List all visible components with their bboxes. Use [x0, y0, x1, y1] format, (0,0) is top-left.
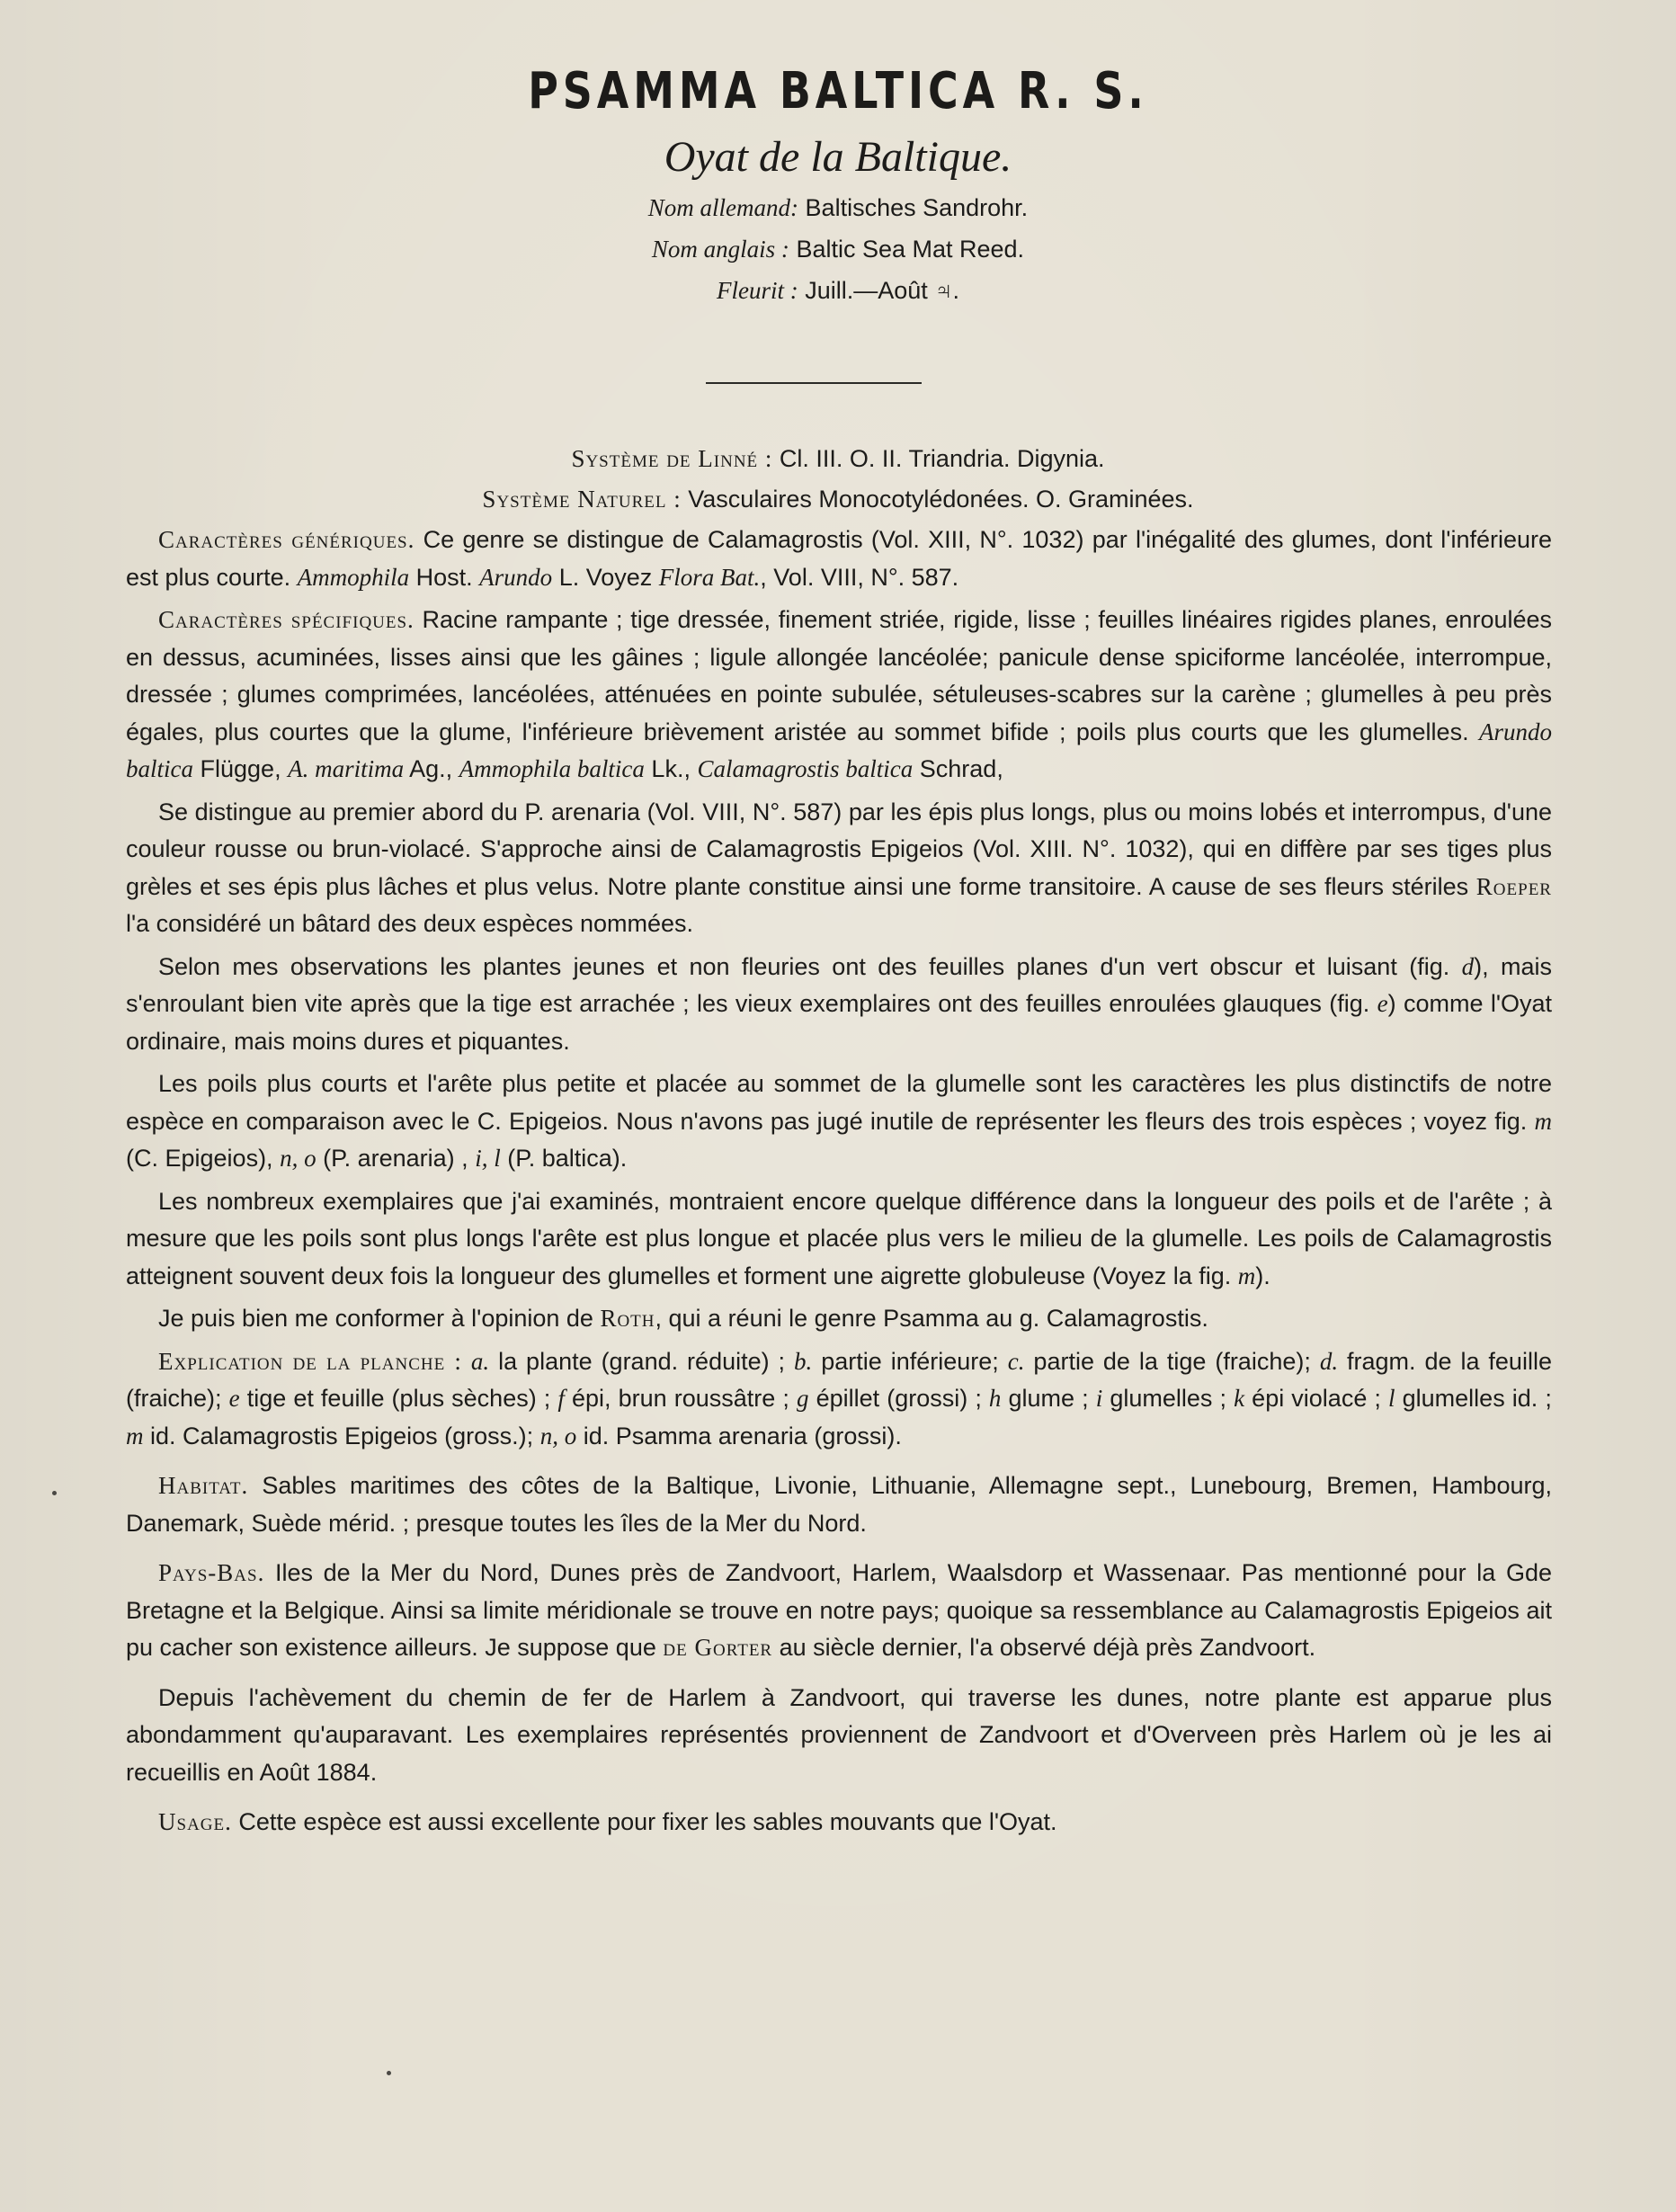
author-text: Lk.,	[651, 755, 691, 782]
figure-letter: i	[1095, 1385, 1103, 1412]
netherlands-text: Iles de la Mer du Nord, Dunes près de Zandvoort, Harlem, Waalsdorp et Wassenaar. Pas mentionné pour la Gde Bretagne et la Belgique. Ainsi sa limite méridionale se trouve en notre pays; quoique sa ressemblance au Calamagrostis Epigeios ait pu cacher son existence ailleurs. Je suppose que	[126, 1559, 1552, 1661]
figure-letter: d	[1461, 952, 1475, 980]
english-name-label: Nom anglais :	[651, 236, 789, 263]
german-name-label: Nom allemand:	[647, 194, 799, 221]
specimens-text: ).	[1255, 1262, 1270, 1289]
figure-caption: épi, brun roussâtre ;	[572, 1385, 789, 1412]
linne-system-label: Système de Linné :	[571, 445, 773, 472]
distinction-text: Se distingue au premier abord du P. arenaria (Vol. VIII, N°. 587) par les épis plus longs, plus ou moins lobés et interrompus, d'une couleur rousse ou brun-violacé. S'approche ainsi de Calamagrostis Epigeios (Vol. XIII. N°. 1032), qui en diffère par ses tiges plus grèles et ses épis plus lâches et plus velus. Notre plante constitue ainsi une forme transitoire. A cause de ses fleurs stériles	[126, 798, 1552, 900]
figure-letter: e	[228, 1385, 240, 1412]
figure-caption: glumelles id. ;	[1402, 1385, 1552, 1412]
header-divider	[706, 382, 922, 384]
reference-text: L. Voyez	[558, 563, 653, 591]
flowering-line	[0, 270, 1676, 311]
figure-letter: c.	[1007, 1347, 1025, 1375]
observations-text: Selon mes observations les plantes jeunes et non fleuries ont des feuilles planes d'un vert obscur et luisant (fig.	[158, 952, 1450, 980]
plate-explanation-label: Explication de la planche :	[158, 1347, 462, 1375]
hairs-text: (C. Epigeios),	[126, 1145, 273, 1172]
genus-synonym: Ammophila	[297, 563, 410, 591]
figure-letter: f	[557, 1385, 565, 1412]
specific-characters-label: Caractères spécifiques.	[158, 606, 415, 633]
figure-letter: h	[988, 1385, 1002, 1412]
flowering-value: Juill.—Août ♃.	[805, 277, 960, 304]
species-common-name: Oyat de la Baltique.	[664, 133, 1012, 181]
species-title: PSAMMA BALTICA R. S.	[528, 62, 1148, 120]
figure-caption: la plante (grand. réduite) ;	[498, 1347, 786, 1375]
author-text: Host.	[415, 563, 473, 591]
linne-system-line	[0, 439, 1676, 479]
figure-caption: glume ;	[1008, 1385, 1089, 1412]
english-name-value: Baltic Sea Mat Reed.	[796, 236, 1025, 263]
generic-characters-paragraph	[126, 522, 1552, 596]
synonym-name: A. maritima	[288, 755, 405, 782]
hairs-paragraph	[126, 1066, 1552, 1178]
figure-letter: i, l	[475, 1145, 501, 1172]
roth-paragraph	[126, 1300, 1552, 1338]
synonym-name: Arundo baltica	[126, 718, 1552, 782]
generic-characters-label: Caractères génériques.	[158, 526, 415, 553]
netherlands-text: au siècle dernier, l'a observé déjà près Zandvoort.	[779, 1634, 1316, 1661]
author-text: Flügge,	[200, 755, 281, 782]
genus-synonym: Arundo	[479, 563, 553, 591]
figure-letter: m	[1534, 1107, 1552, 1135]
figure-caption: épillet (grossi) ;	[816, 1385, 982, 1412]
author-name: Roeper	[1475, 872, 1552, 900]
synonym-name: Calamagrostis baltica	[697, 755, 914, 782]
specific-characters-paragraph	[126, 602, 1552, 789]
hairs-text: (P. baltica).	[507, 1145, 628, 1172]
observations-paragraph	[126, 949, 1552, 1061]
author-name: Roth	[600, 1305, 655, 1332]
figure-letter: l	[1388, 1385, 1395, 1412]
figure-letter: k	[1234, 1385, 1245, 1412]
flora-reference: Flora Bat.	[658, 563, 761, 591]
usage-paragraph	[126, 1804, 1552, 1842]
figure-caption: partie de la tige (fraiche);	[1033, 1347, 1311, 1375]
habitat-text: Sables maritimes des côtes de la Baltique, Livonie, Lithuanie, Allemagne sept., Lunebourg, Bremen, Hambourg, Danemark, Suède mérid. ; presque toutes les îles de la Mer du Nord.	[126, 1472, 1552, 1537]
figure-letter: m	[1237, 1262, 1256, 1289]
plate-explanation-paragraph	[126, 1343, 1552, 1456]
generic-characters-text: Ce genre se distingue de Calamagrostis (Vol. XIII, N°. 1032) par l'inégalité des glumes, dont l'inférieure est plus courte.	[126, 526, 1553, 591]
natural-system-line	[0, 479, 1676, 520]
page-header	[0, 56, 1676, 311]
english-name-line	[0, 228, 1676, 270]
figure-caption: tige et feuille (plus sèches) ;	[246, 1385, 551, 1412]
description-body	[126, 522, 1552, 1847]
hairs-text: (P. arenaria) ,	[323, 1145, 468, 1172]
figure-caption: id. Psamma arenaria (grossi).	[583, 1422, 902, 1449]
netherlands-paragraph	[126, 1555, 1552, 1667]
specific-characters-text: Racine rampante ; tige dressée, finement striée, rigide, lisse ; feuilles linéaires rigides planes, enroulées en dessus, acuminées, lisses ainsi que les gâines ; ligule allongée lancéolée; panicule dense spiciforme lancéolée, interrompue, dressée ; glumes comprimées, lancéolées, atténuées en pointe subulée, sétuleuses-scabres sur la carène ; glumelles à peu près égales, plus courtes que la glume, l'inférieure brièvement aristée au sommet bifide ; poils plus courts que les glumelles.	[126, 606, 1553, 745]
netherlands-label: Pays-Bas.	[158, 1559, 265, 1586]
paper-speck	[52, 1491, 57, 1495]
figure-letter: n, o	[539, 1422, 577, 1449]
classification-systems	[0, 439, 1676, 520]
observations-text: ), mais s'enroulant bien vite après que la tige est arrachée ; les vieux exemplaires ont des feuilles enroulées glauques (fig.	[126, 952, 1552, 1017]
author-text: Schrad,	[919, 755, 1003, 782]
figure-letter: m	[126, 1422, 144, 1449]
synonym-name: Ammophila baltica	[459, 755, 645, 782]
german-name-line	[0, 187, 1676, 228]
observations-text: ) comme l'Oyat ordinaire, mais moins dures et piquantes.	[126, 990, 1552, 1055]
linne-system-value: Cl. III. O. II. Triandria. Digynia.	[779, 445, 1105, 472]
german-name-value: Baltisches Sandrohr.	[805, 194, 1029, 221]
figure-letter: g	[797, 1385, 809, 1412]
figure-letter: b.	[794, 1347, 813, 1375]
distinction-paragraph	[126, 794, 1552, 943]
figure-caption: id. Calamagrostis Epigeios (gross.);	[150, 1422, 534, 1449]
habitat-paragraph	[126, 1467, 1552, 1542]
figure-caption: épi violacé ;	[1252, 1385, 1381, 1412]
figure-letter: n, o	[280, 1145, 316, 1172]
natural-system-label: Système Naturel :	[482, 486, 682, 513]
figure-letter: d.	[1319, 1347, 1339, 1375]
figure-caption: fragm. de la feuille (fraiche);	[126, 1347, 1552, 1412]
author-text: Ag.,	[409, 755, 453, 782]
figure-letter: e	[1377, 990, 1388, 1017]
figure-caption: glumelles ;	[1110, 1385, 1226, 1412]
specimens-text: Les nombreux exemplaires que j'ai examinés, montraient encore quelque différence dans la longueur des poils et de l'arête ; à mesure que les poils sont plus longs l'arête est plus longue et placée plus vers le milieu de la glumelle. Les poils de Calamagrostis atteignent souvent deux fois la longueur des glumelles et forment une aigrette globuleuse (Voyez la fig.	[126, 1187, 1552, 1289]
figure-caption: partie inférieure;	[821, 1347, 999, 1375]
distinction-text: l'a considéré un bâtard des deux espèces nommées.	[126, 910, 694, 937]
roth-text: Je puis bien me conformer à l'opinion de	[158, 1305, 593, 1332]
railway-paragraph	[126, 1680, 1552, 1792]
natural-system-value: Vasculaires Monocotylédonées. O. Graminées.	[688, 486, 1194, 513]
figure-letter: a.	[470, 1347, 490, 1375]
railway-text: Depuis l'achèvement du chemin de fer de Harlem à Zandvoort, qui traverse les dunes, notre plante est apparue plus abondamment qu'auparavant. Les exemplaires représentés proviennent de Zandvoort et d'Overveen près Harlem où je les ai recueillis en Août 1884.	[126, 1683, 1552, 1786]
roth-text: , qui a réuni le genre Psamma au g. Calamagrostis.	[655, 1305, 1208, 1332]
flowering-label: Fleurit :	[716, 277, 798, 304]
specimens-paragraph	[126, 1183, 1552, 1296]
volume-reference: , Vol. VIII, N°. 587.	[760, 563, 959, 591]
usage-text: Cette espèce est aussi excellente pour fixer les sables mouvants que l'Oyat.	[238, 1808, 1057, 1835]
habitat-label: Habitat.	[158, 1472, 249, 1499]
usage-label: Usage.	[158, 1808, 232, 1835]
author-name: de Gorter	[663, 1634, 773, 1661]
hairs-text: Les poils plus courts et l'arête plus petite et placée au sommet de la glumelle sont les caractères les plus distinctifs de notre espèce en comparaison avec le C. Epigeios. Nous n'avons pas jugé inutile de représenter les fleurs des trois espèces ; voyez fig.	[126, 1070, 1552, 1135]
paper-speck	[387, 2071, 391, 2075]
